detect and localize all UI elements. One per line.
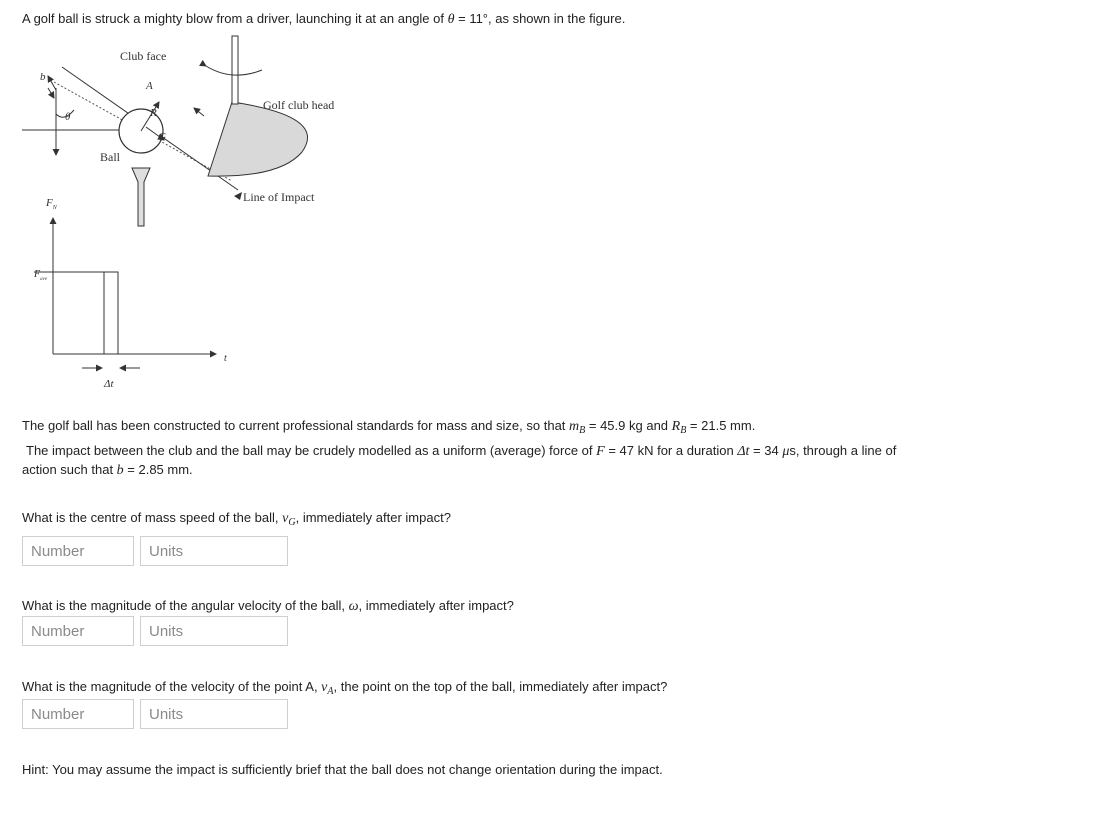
b-symbol: b <box>116 463 124 478</box>
force-symbol: F <box>596 444 605 459</box>
golf-impact-figure <box>18 30 338 392</box>
problem-intro <box>22 11 625 28</box>
question-3-units-input[interactable] <box>140 699 288 729</box>
line-of-action-text: action such that b = 2.85 mm. <box>22 462 193 478</box>
figure-svg <box>18 30 338 392</box>
theta-label: θ <box>65 111 71 123</box>
ball-properties-text: The golf ball has been constructed to current professional standards for mass and size, so that $m_B = 45.9$ kg and $R_B = 21.5$ mm. <box>22 418 756 436</box>
question-1-number-input[interactable] <box>22 536 134 566</box>
impact-description-text: The impact between the club and the ball may be crudely modelled as a uniform (average) force of F = 47 kN for a duration Δt = 34 μs, through a line of <box>26 443 897 459</box>
b-value: = 2.85 mm. <box>123 462 193 477</box>
intro-theta-value: = 11°, as shown in the figure. <box>454 11 626 26</box>
line-of-impact-label: Line of Impact <box>243 190 315 204</box>
mass-symbol: m <box>569 419 580 434</box>
b-dimension-arrow-2 <box>48 88 54 98</box>
question-1-text: What is the centre of mass speed of the ball, $v_G$, immediately after impact? <box>22 510 451 528</box>
question-2-number-input[interactable] <box>22 616 134 646</box>
b-label: b <box>40 71 46 83</box>
question-1-answer-row <box>22 536 288 568</box>
intro-text: A golf ball is struck a mighty blow from a driver, launching it at an angle of <box>22 11 448 26</box>
radius-label: R <box>150 107 157 119</box>
golf-club-head-label: Golf club head <box>263 98 335 112</box>
question-2-text: What is the magnitude of the angular velocity of the ball, ω, immediately after impact? <box>22 598 514 614</box>
force-pulse <box>34 272 118 354</box>
duration-value: = 34 <box>749 443 783 458</box>
mass-value: = 45.9 kg and <box>585 418 672 433</box>
time-label: t <box>224 353 227 364</box>
radius-symbol: R <box>671 419 681 434</box>
center-g-label: G <box>158 131 166 143</box>
fave-label: $F_{ave}$ <box>34 269 48 282</box>
golf-club-head <box>208 102 308 176</box>
hint-text: Hint: You may assume the impact is sufficiently brief that the ball does not change orientation during the impact. <box>22 762 663 777</box>
question-2-units-input[interactable] <box>140 616 288 646</box>
question-3-answer-row <box>22 699 288 731</box>
duration-symbol: Δt <box>737 444 750 459</box>
question-1-units-input[interactable] <box>140 536 288 566</box>
theta-symbol: θ <box>447 12 455 27</box>
fn-label: $F_N$ <box>46 197 57 211</box>
line-of-impact-pointer <box>234 192 242 200</box>
question-2-answer-row <box>22 616 288 648</box>
club-motion-arrow <box>194 108 204 116</box>
delta-t-label: Δt <box>104 378 114 390</box>
radius-value: = 21.5 mm. <box>686 418 756 433</box>
question-3-number-input[interactable] <box>22 699 134 729</box>
golf-club-shaft <box>232 36 238 104</box>
club-face-label: Club face <box>120 49 167 63</box>
ball-label: Ball <box>100 150 120 164</box>
point-a-label: A <box>146 80 153 92</box>
golf-tee <box>132 168 150 226</box>
force-value: = 47 kN for a duration <box>604 443 738 458</box>
question-3-text: What is the magnitude of the velocity of the point A, $v_A$, the point on the top of the ball, immediately after impact? <box>22 679 668 697</box>
